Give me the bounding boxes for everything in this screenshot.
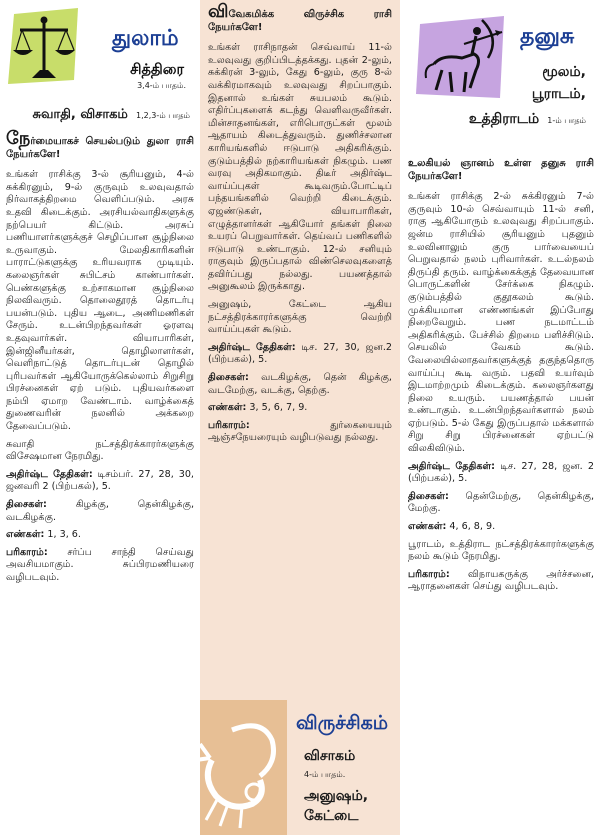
viruchigam-directions-value: வடகிழக்கு, தென் கிழக்கு, வடமேற்கு, வடக்கு, தெற்கு. [208, 372, 392, 396]
thulam-remedy-label: பரிகாரம்: [6, 546, 48, 558]
viruchigam-intro-text: வேகமிக்க விருச்சிக ராசி நேயர்களே! [208, 9, 392, 33]
dhanusu-lucky-dates-label: அதிர்ஷ்ட தேதிகள்: [408, 460, 495, 472]
viruchigam-title: விருச்சிகம் [296, 712, 389, 734]
thulam-lucky-dates-value: டிசம்பர். 27, 28, 30, ஜனவரி 2 (பிற்பகல்), 5. [6, 468, 194, 493]
viruchigam-body-1: உங்கள் ராசிநாதன் செவ்வாய் 11-ல் உலவுவது குறிப்பிடத்தக்கது. புதன் 2-லும், சுக்கிரன் 3-லும், கேது 6-லும், குரு 8-ல் வக்கிரமாகவும் உலவுவது சிறப்பாகும். இதனால் உங்கள் சுயபலம் கூடும். எதிர்ப்புகளைக் கடந்து வெளிவருவீர்கள். மின்சாதனங்கள், எரிபொருட்கள் மூலம் ஆதாயம் கிடைத்துவரும். துணிச்சலான காரியங்களில் ஈடுபாடு அதிகரிக்கும். குடும்பத்தில் நற்காரியங்கள் நிகழும். பண வரவு அதிகமாகும். திடீர் அதிர்ஷ்ட வாய்ப்புகள் கூடிவரும்.போட்டிப் பந்தயங்களில் வெற்றி கிடைக்கும். ஏஜண்டுகள், வியாபாரிகள், எழுத்தாளர்கள் ஆகியோர் தங்கள் நிலை உயரப் பெறுவார்கள். தெய்வப் பணிகளில் ஈடுபாடு உண்டாகும். 12-ல் சனியும் ராகுவும் இருப்பதால் விண்செலவுகளைத் தவிர்ப்பது நல்லது. பயணத்தால் அனுகூலம் இருக்காது. [208, 42, 392, 293]
dhanusu-star3-pada: 1-ம் பாதம் [547, 116, 586, 125]
dhanusu-title: தனுசு [520, 24, 575, 49]
dhanusu-remedy [408, 569, 594, 594]
thulam-numbers-value: 1, 3, 6. [47, 529, 81, 541]
viruchigam-directions-label: திசைகள்: [208, 372, 249, 384]
dhanusu-remedy-value: விநாயகருக்கு அர்ச்சனை, ஆராதனைகள் செய்து வழிபடவும். [408, 568, 594, 593]
archer-icon [416, 14, 506, 102]
viruchigam-star1: விசாகம் [304, 748, 356, 764]
thulam-body-2: சுவாதி நட்சத்திரக்காரர்களுக்கு விசேஷமான நேரமிது. [6, 438, 194, 463]
viruchigam-remedy-label: பரிகாரம்: [208, 419, 250, 431]
thulam-numbers [6, 529, 194, 542]
dhanusu-star3: உத்திராடம் [468, 111, 540, 127]
thulam-header [6, 0, 194, 95]
dhanusu-directions-value: தென்மேற்கு, தென்கிழக்கு, மேற்கு. [408, 490, 594, 515]
dhanusu-intro: உலகியல் ஞானம் உள்ள தனுசு ராசி நேயர்களே! [408, 158, 594, 182]
dhanusu-lucky-dates-value: டிச. 27, 28, ஜன. 2 (பிற்பகல்), 5. [408, 460, 594, 485]
thulam-column [0, 0, 200, 835]
viruchigam-directions [208, 372, 392, 397]
thulam-star1-pada: 3,4-ம் பாதம். [137, 81, 186, 90]
dhanusu-directions [408, 491, 594, 516]
viruchigam-star1-pada: 4-ம் பாதம். [304, 770, 346, 779]
thulam-star2-line [6, 103, 190, 123]
thulam-star2-pada: 1,2,3-ம் பாதம் [135, 111, 190, 120]
viruchigam-header [200, 700, 392, 835]
viruchigam-star3: கேட்டை [304, 808, 359, 824]
dhanusu-numbers-value: 4, 6, 8, 9. [449, 521, 496, 533]
dhanusu-star2: பூராடம், [531, 86, 586, 102]
thulam-intro-text: ர்மையாகச் செயல்படும் துலா ராசி நேயர்களே! [6, 136, 194, 160]
viruchigam-numbers-value: 3, 5, 6, 7, 9. [249, 402, 308, 414]
thulam-star2: சுவாதி, விசாகம் [32, 107, 128, 122]
scorpion-icon [200, 700, 287, 835]
viruchigam-column [200, 0, 400, 835]
viruchigam-star2: அனுஷம், [304, 788, 369, 804]
thulam-directions-label: திசைகள்: [6, 499, 47, 511]
viruchigam-lucky-dates-value: டிச. 27, 30, ஜன.2 (பிற்பகல்), 5. [208, 341, 392, 366]
dhanusu-note: பூராடம், உத்திராட நட்சத்திரக்காரர்களுக்கு நலம் கூடும் நேரமிது. [408, 538, 594, 563]
dhanusu-body-1: உங்கள் ராசிக்கு 2-ல் சுக்கிரனும் 7-ல் குருவும் 10-ல் செவ்வாயும் 11-ல் சனி, ராகு ஆகியோரும் உலவுவது சிறப்பாகும். ஜன்ம ராசியில் சூரியனும் புதனும் உலவினாலும் குரு பார்வையைப் பெறுவதால் நலம் புரிவார்கள். உடல்நலம் திருப்தி தரும். வாழ்க்கைக்குத் தேவையான பொருட்களின் சேர்க்கை நிகழும். குடும்பத்தில் குதூகலம் கூடும். முக்கியமான எண்ணங்கள் இப்போது நிறைவேறும். பண நடமாட்டம் அதிகரிக்கும். பேச்சில் திறமை பளிச்சிடும். செயலில் வேகம் கூடும். வேலையில்லாதவர்களுக்குத் தகுந்ததொரு வாய்ப்பு கூடி வரும். பதவி உயர்வும் இடமாற்றமும் கிடைக்கும். கலைஞர்களது நிலை உயரும். பயணத்தால் பயன் உண்டாகும். உடன்பிறந்தவர்களால் நலம் ஏற்படும். 5-ல் கேது இருப்பதால் மக்களால் சிறு சிறு பிரச்னைகள் ஏற்பட்டு விலகிவிடும். [408, 191, 594, 455]
thulam-directions [6, 499, 194, 524]
dhanusu-lucky-dates [408, 461, 594, 486]
dhanusu-directions-label: திசைகள்: [408, 490, 449, 502]
viruchigam-intro [208, 1, 392, 34]
viruchigam-numbers [208, 402, 392, 415]
dhanusu-star1: மூலம், [542, 64, 586, 80]
dhanusu-remedy-label: பரிகாரம்: [408, 568, 450, 580]
viruchigam-remedy-value: துர்கையையும் ஆஞ்சநேயரையும் வழிபடுவது நல்லது. [208, 419, 392, 444]
thulam-numbers-label: எண்கள்: [6, 529, 45, 541]
thulam-intro [6, 128, 194, 161]
thulam-remedy [6, 547, 194, 585]
thulam-directions-value: கிழக்கு, தென்கிழக்கு, வடகிழக்கு. [6, 499, 194, 523]
thulam-lucky-dates-label: அதிர்ஷ்ட தேதிகள்: [6, 468, 93, 480]
dhanusu-numbers-label: எண்கள்: [408, 521, 447, 533]
thulam-dropcap: நே [6, 128, 31, 149]
thulam-lucky-dates [6, 469, 194, 494]
thulam-remedy-value: சர்ப்ப சாந்தி செய்வது அவசியமாகும். சுப்பிரமணியரை வழிபடவும். [6, 546, 194, 583]
thulam-star1: சித்திரை [130, 62, 184, 78]
dhanusu-star3-line [469, 108, 586, 129]
scales-icon [8, 6, 80, 86]
dhanusu-header [408, 0, 594, 158]
viruchigam-lucky-dates [208, 342, 392, 367]
viruchigam-remedy [208, 420, 392, 445]
thulam-title: துலாம் [112, 26, 179, 51]
dhanusu-column [400, 0, 600, 835]
viruchigam-dropcap: வி [208, 1, 229, 22]
thulam-body-1: உங்கள் ராசிக்கு 3-ல் சூரியனும், 4-ல் சுக்கிரனும், 9-ல் குருவும் உலவுவதால் நிர்வாகத்திறமை வெளிப்படும். அரசு உதவி கிடைக்கும். அரசியல்வாதிகளுக்கு நற்பெயர் கிட்டும். அரசுப் பணியாளர்களுக்குச் செழிப்பான சூழ்நிலை உருவாகும். மேலதிகாரிகளின் பாராட்டுகளுக்கு உரியவராக முடியும். கலைஞர்கள் சுபிட்சம் காண்பார்கள். பெண்களுக்கு உற்சாகமான சூழ்நிலை நிலவிவரும். தொலைதூரத் தொடர்பு பயன்படும். புதிய ஆடை, அணிமணிகள் சேரும். உடன்பிறந்தவர்கள் ஓரளவு உதவுவார்கள். வியாபாரிகள், இன்ஜினீயர்கள், தொழிலாளர்கள், வெளிநாட்டுத் தொடர்புடன் தொழில் புரிபவர்கள் ஆகியோருக்கெல்லாம் சிறுசிறு பிரச்னைகள் ஏற் படும். புதியவர்களை நம்பி ஏமாற வேண்டாம். வாழ்க்கைத் துணைவரின் நலனில் அக்கறை தேவைப்படும். [6, 169, 194, 433]
dhanusu-numbers [408, 521, 594, 534]
viruchigam-numbers-label: எண்கள்: [208, 402, 247, 414]
thulam-star-chithirai [130, 62, 184, 80]
viruchigam-body-2: அனுஷம், கேட்டை ஆகிய நட்சத்திரக்காரர்களுக்கு வெற்றி வாய்ப்புகள் கூடும். [208, 299, 392, 336]
viruchigam-lucky-dates-label: அதிர்ஷ்ட தேதிகள்: [208, 341, 296, 353]
